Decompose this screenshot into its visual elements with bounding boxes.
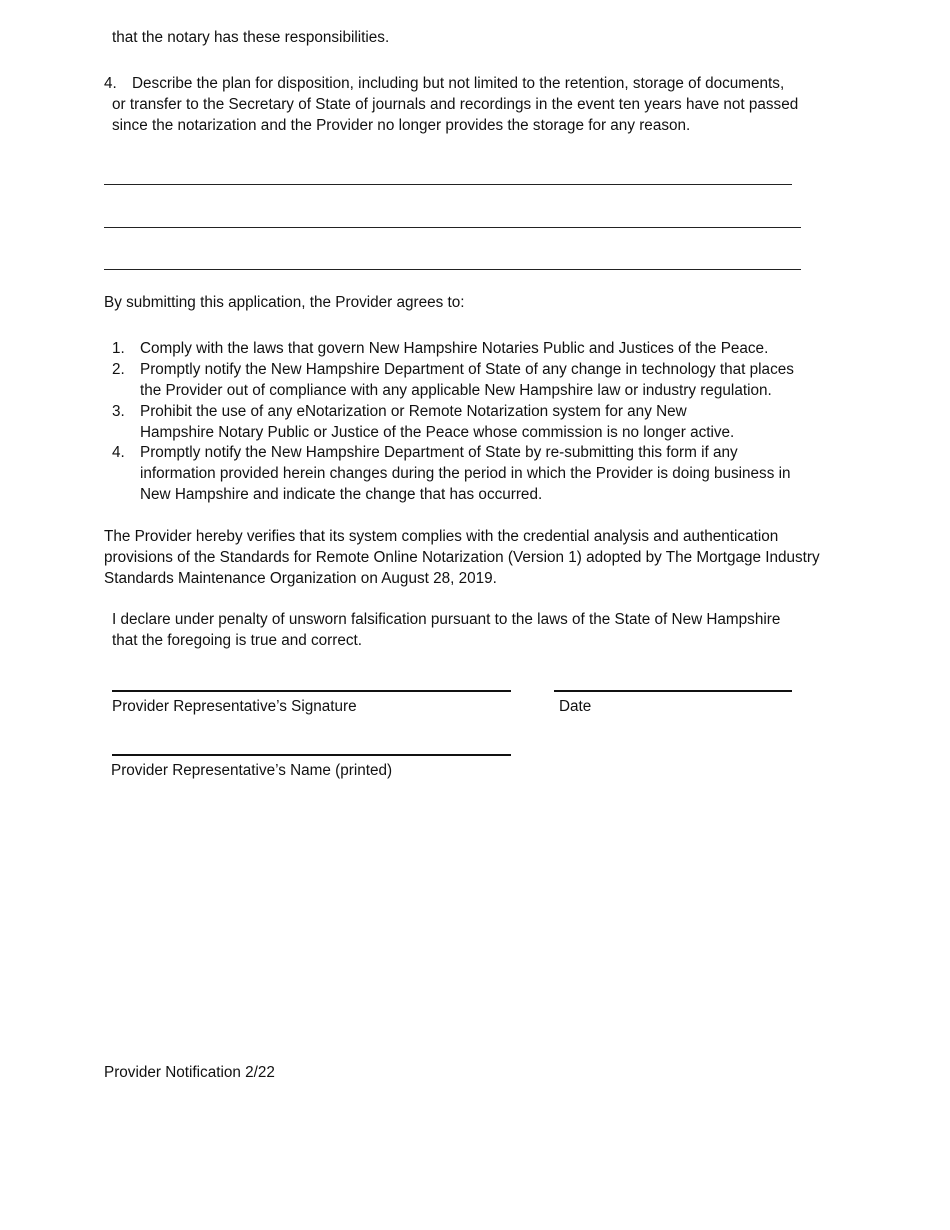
verification-line: Standards Maintenance Organization on August 28, 2019. (104, 570, 497, 587)
answer-line-2[interactable] (104, 227, 801, 228)
list-item-line: Promptly notify the New Hampshire Department of State of any change in technology that places (140, 361, 794, 378)
declaration-line: I declare under penalty of unsworn falsification pursuant to the laws of the State of New Hampshire (112, 611, 781, 628)
signature-line[interactable] (112, 690, 511, 692)
continuation-text: that the notary has these responsibilities. (112, 29, 390, 46)
question-4-line: since the notarization and the Provider no longer provides the storage for any reason. (112, 117, 691, 134)
printed-name-line[interactable] (112, 754, 511, 756)
verification-line: The Provider hereby verifies that its system complies with the credential analysis and authentication (104, 528, 779, 545)
date-line[interactable] (554, 690, 792, 692)
list-item-number: 2. (112, 361, 125, 378)
list-item-line: Prohibit the use of any eNotarization or Remote Notarization system for any New (140, 403, 687, 420)
list-item-number: 3. (112, 403, 125, 420)
date-label: Date (559, 698, 592, 715)
list-item-line: Hampshire Notary Public or Justice of the Peace whose commission is no longer active. (140, 424, 735, 441)
declaration-line: that the foregoing is true and correct. (112, 632, 362, 649)
printed-name-label: Provider Representative’s Name (printed) (111, 762, 393, 779)
list-item-number: 4. (112, 444, 125, 461)
answer-line-1[interactable] (104, 184, 792, 185)
question-4-line: Describe the plan for disposition, including but not limited to the retention, storage of documents, (132, 75, 785, 92)
list-item-line: Promptly notify the New Hampshire Department of State by re-submitting this form if any (140, 444, 738, 461)
verification-line: provisions of the Standards for Remote Online Notarization (Version 1) adopted by The Mortgage Industry (104, 549, 820, 566)
list-item-line: the Provider out of compliance with any applicable New Hampshire law or industry regulation. (140, 382, 772, 399)
agreement-intro: By submitting this application, the Provider agrees to: (104, 294, 465, 311)
list-item-line: information provided herein changes during the period in which the Provider is doing business in (140, 465, 791, 482)
signature-label: Provider Representative’s Signature (112, 698, 357, 715)
list-item-line: Comply with the laws that govern New Hampshire Notaries Public and Justices of the Peace. (140, 340, 769, 357)
answer-line-3[interactable] (104, 269, 801, 270)
footer-text: Provider Notification 2/22 (104, 1064, 275, 1081)
list-item-line: New Hampshire and indicate the change that has occurred. (140, 486, 543, 503)
question-4-line: or transfer to the Secretary of State of journals and recordings in the event ten years have not passed (112, 96, 799, 113)
list-item-number: 1. (112, 340, 125, 357)
question-4-number: 4. (104, 75, 117, 92)
